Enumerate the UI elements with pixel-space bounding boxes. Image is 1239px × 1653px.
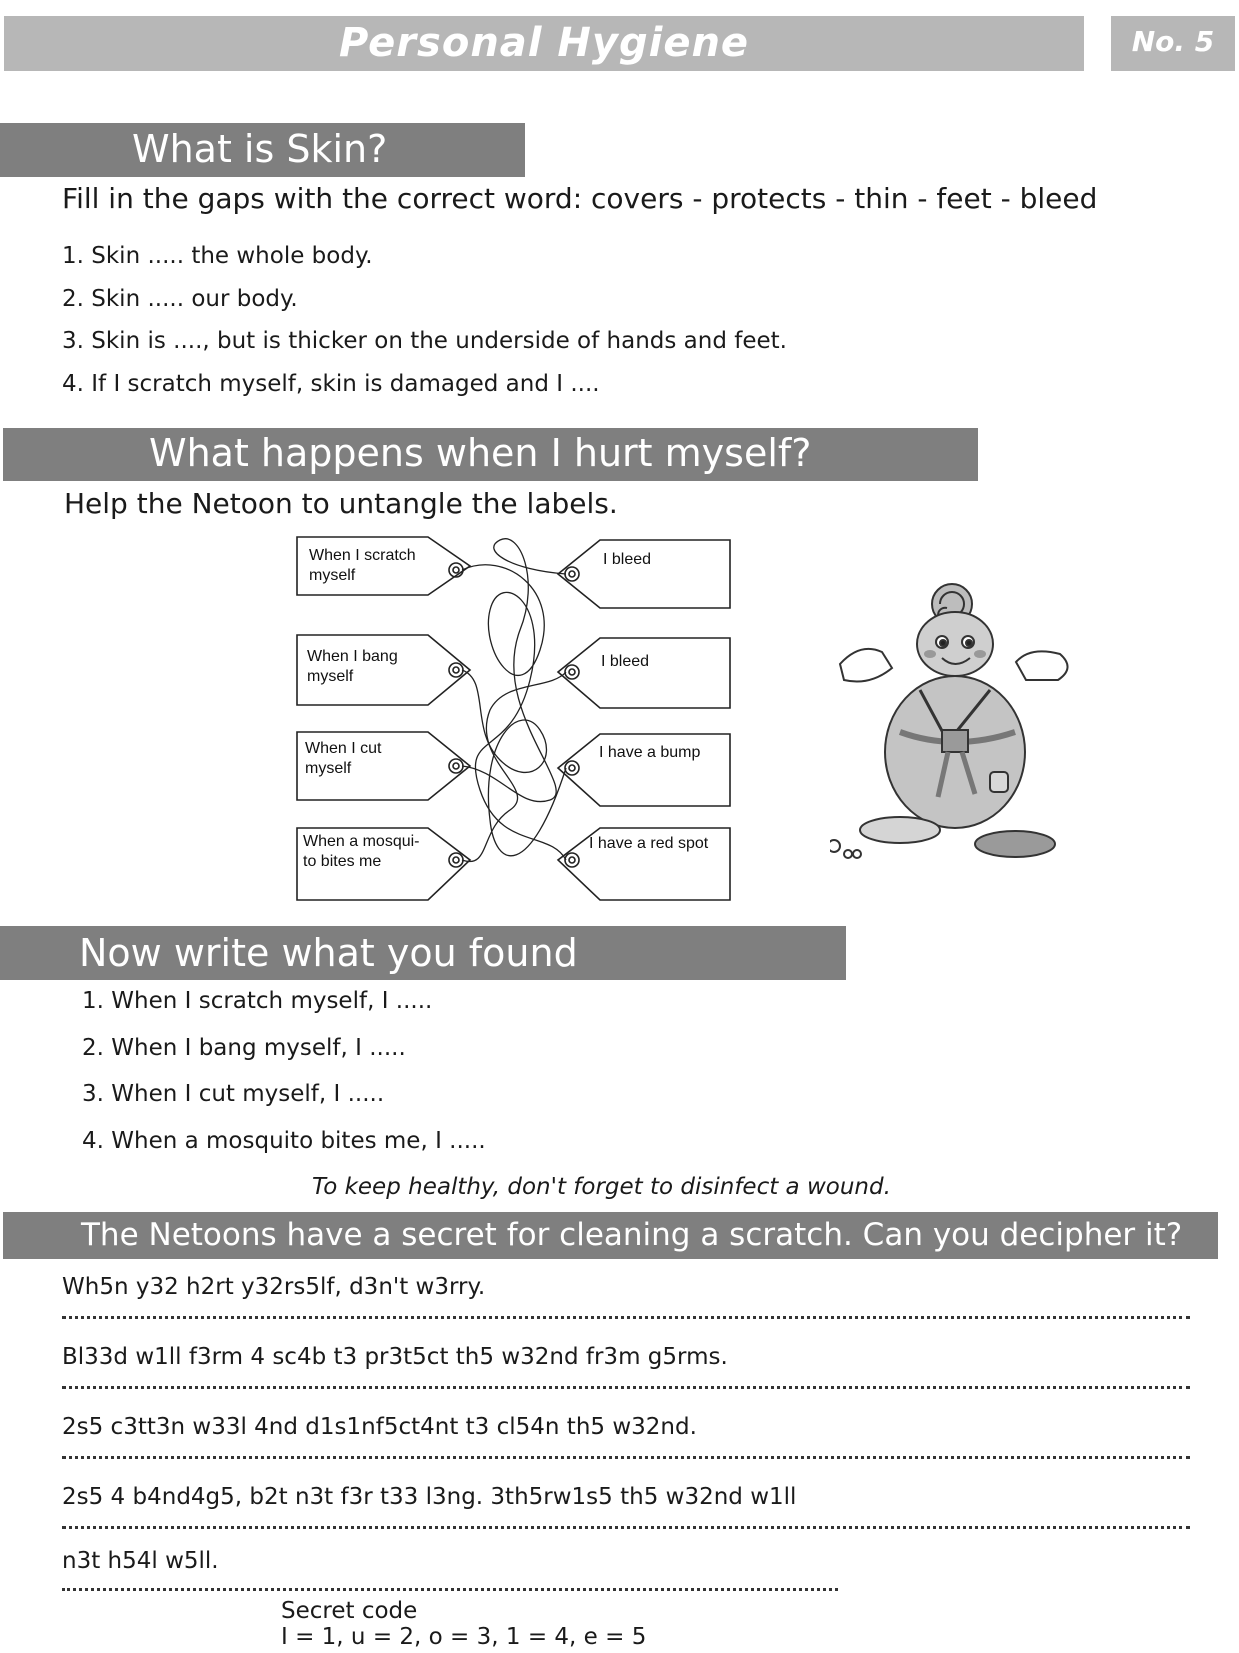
number-label: No. 5 [1131,25,1215,58]
title-bar [4,16,1084,71]
section-heading-skin [0,123,525,177]
secret-code-key: I = 1, u = 2, o = 3, 1 = 4, e = 5 [281,1624,647,1650]
answer-line-1 [62,1316,1190,1319]
cipher-line-2: Bl33d w1ll f3rm 4 sc4b t3 pr3t5ct th5 w32nd fr3m g5rms. [62,1344,728,1370]
section-heading-found-text: Now write what you found [79,931,578,975]
answer-line-4 [62,1526,1190,1529]
secret-code-title: Secret code [281,1598,418,1624]
section-heading-secret-text: The Netoons have a secret for cleaning a scratch. Can you decipher it? [81,1217,1183,1253]
skin-item-1: 1. Skin ..... the whole body. [62,243,373,269]
found-item-1: 1. When I scratch myself, I ..... [82,988,433,1014]
left-tag-1-text: When I scratch myself [309,547,416,584]
section-heading-skin-text: What is Skin? [132,127,388,171]
found-item-2: 2. When I bang myself, I ..... [82,1035,406,1061]
disinfect-note: To keep healthy, don't forget to disinfect a wound. [312,1174,891,1200]
right-tag-2-text: I bleed [601,653,650,670]
left-tag-2-text: When I bang myself [307,648,398,685]
cipher-line-1: Wh5n y32 h2rt y32rs5lf, d3n't w3rry. [62,1274,486,1300]
cipher-line-5: n3t h54l w5ll. [62,1548,219,1574]
cipher-line-4: 2s5 4 b4nd4g5, b2t n3t f3r t33 l3ng. 3th5rw1s5 th5 w32nd w1ll [62,1484,797,1510]
cipher-line-3: 2s5 c3tt3n w33l 4nd d1s1nf5ct4nt t3 cl54n th5 w32nd. [62,1414,697,1440]
found-item-4: 4. When a mosquito bites me, I ..... [82,1128,486,1154]
right-tag-1-text: I bleed [603,551,652,568]
section-heading-hurt [3,428,978,481]
page-title: Personal Hygiene [338,20,750,66]
netoon-character-illustration [830,582,1080,882]
section-heading-found [0,926,846,980]
right-tag-4-text: I have a red spot [589,835,709,852]
skin-item-2: 2. Skin ..... our body. [62,286,298,312]
answer-line-5 [62,1588,838,1591]
section-heading-secret [3,1212,1218,1259]
section-heading-hurt-text: What happens when I hurt myself? [149,431,812,475]
skin-item-4: 4. If I scratch myself, skin is damaged and I .... [62,371,600,397]
right-tag-2-shape [558,638,730,708]
right-tag-3-text: I have a bump [599,744,701,761]
answer-line-3 [62,1456,1190,1459]
answer-line-2 [62,1386,1190,1389]
left-tag-4-text: When a mosqui- to bites me [303,833,420,870]
number-badge [1111,16,1235,71]
skin-instruction: Fill in the gaps with the correct word: covers - protects - thin - feet - bleed [62,182,1098,215]
left-tag-3-text: When I cut myself [305,740,382,777]
skin-item-3: 3. Skin is ...., but is thicker on the underside of hands and feet. [62,328,787,354]
untangle-instruction: Help the Netoon to untangle the labels. [64,487,618,520]
found-item-3: 3. When I cut myself, I ..... [82,1081,385,1107]
